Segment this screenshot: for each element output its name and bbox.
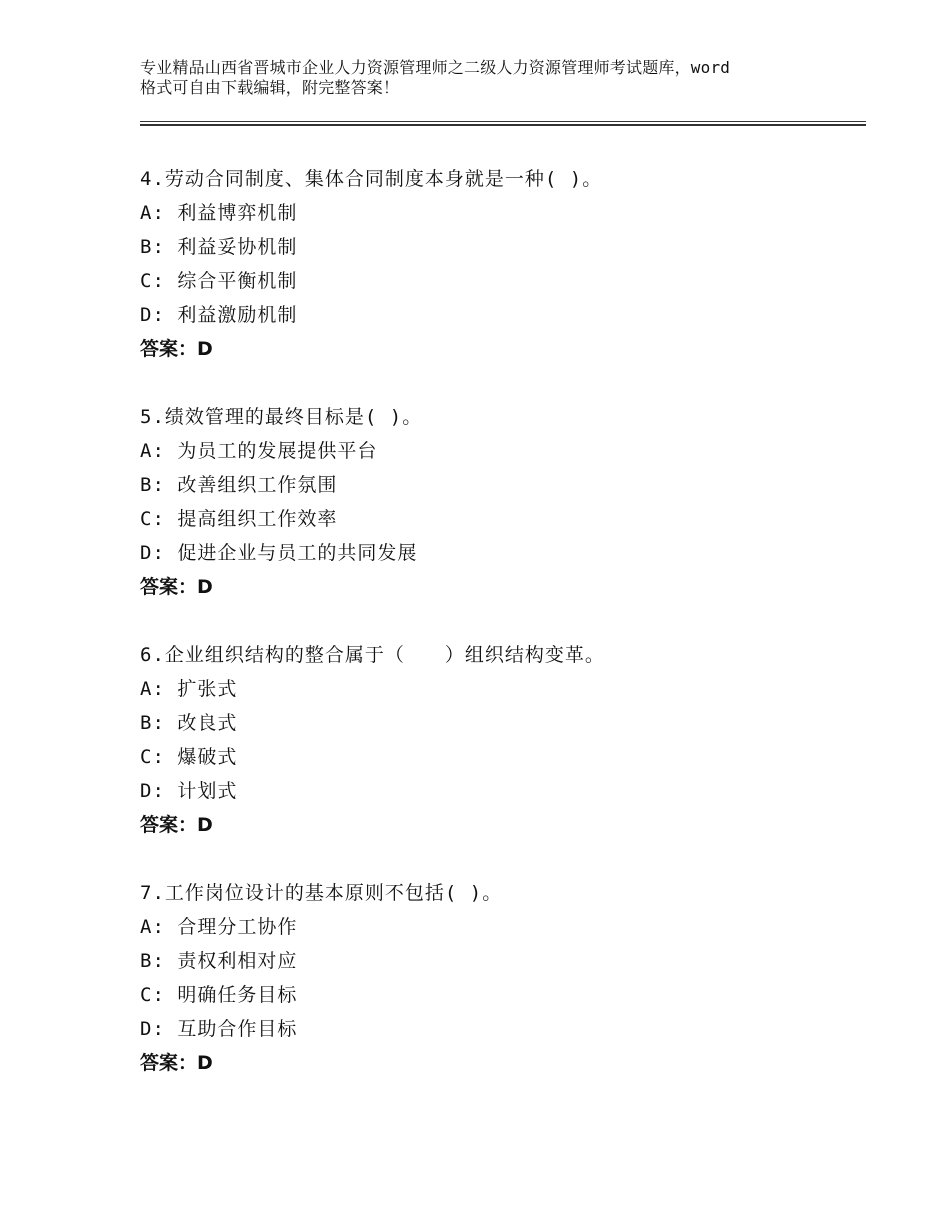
option-d: D: 互助合作目标: [140, 1018, 298, 1040]
answer: 答案：D: [140, 338, 213, 360]
question-stem: 6.企业组织结构的整合属于（ ）组织结构变革。: [140, 644, 605, 666]
question-6: [140, 638, 860, 842]
question-list: [140, 162, 860, 1114]
option-a: A: 为员工的发展提供平台: [140, 440, 378, 462]
question-4: [140, 162, 860, 366]
document-header: [140, 58, 830, 98]
option-a: A: 合理分工协作: [140, 916, 298, 938]
question-stem: 5.绩效管理的最终目标是( )。: [140, 406, 423, 428]
question-stem: 4.劳动合同制度、集体合同制度本身就是一种( )。: [140, 168, 603, 190]
option-a: A: 扩张式: [140, 678, 238, 700]
question-stem: 7.工作岗位设计的基本原则不包括( )。: [140, 882, 503, 904]
answer: 答案：D: [140, 814, 213, 836]
question-5: [140, 400, 860, 604]
answer: 答案：D: [140, 576, 213, 598]
header-divider-thick: [140, 124, 866, 126]
option-c: C: 提高组织工作效率: [140, 508, 338, 530]
question-7: [140, 876, 860, 1080]
header-line-1: 专业精品山西省晋城市企业人力资源管理师之二级人力资源管理师考试题库，word: [140, 58, 731, 77]
option-d: D: 计划式: [140, 780, 238, 802]
option-b: B: 利益妥协机制: [140, 236, 298, 258]
option-c: C: 爆破式: [140, 746, 238, 768]
option-d: D: 促进企业与员工的共同发展: [140, 542, 418, 564]
option-c: C: 综合平衡机制: [140, 270, 298, 292]
header-line-2: 格式可自由下载编辑，附完整答案！: [140, 78, 400, 97]
option-d: D: 利益激励机制: [140, 304, 298, 326]
option-b: B: 改良式: [140, 712, 238, 734]
option-c: C: 明确任务目标: [140, 984, 298, 1006]
option-a: A: 利益博弈机制: [140, 202, 298, 224]
option-b: B: 责权利相对应: [140, 950, 298, 972]
header-divider-thin: [140, 121, 866, 122]
option-b: B: 改善组织工作氛围: [140, 474, 338, 496]
answer: 答案：D: [140, 1052, 213, 1074]
